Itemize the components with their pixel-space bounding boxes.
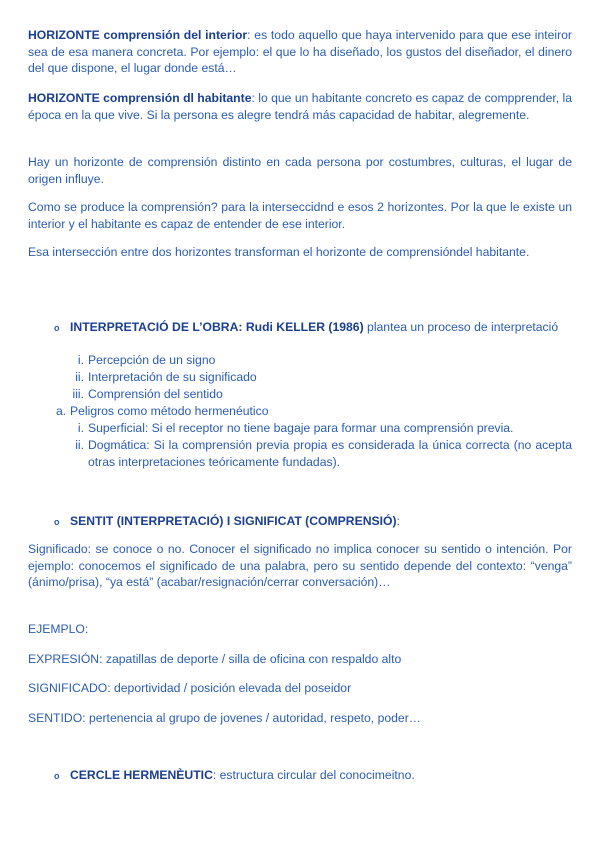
dangers-heading: Peligros como método hermenéutico [70, 404, 269, 418]
step-number: ii. [75, 370, 84, 384]
danger-text: Dogmática: Si la comprensión previa propia es considerada la única correcta (no acepta otras interpretaciones teóricamente fundadas). [88, 438, 572, 469]
example-sentido: SENTIDO: pertenencia al grupo de jovenes / autoridad, respeto, poder… [28, 711, 421, 725]
paragraph-horizonte-habitante [28, 90, 572, 123]
example-expresion: EXPRESIÓN: zapatillas de deporte / silla de oficina con respaldo alto [28, 652, 402, 666]
paragraph-horizonte-distinto: Hay un horizonte de comprensión distinto en cada persona por costumbres, culturas, el lugar de origen influye. [28, 155, 572, 186]
step-number: i. [77, 353, 84, 367]
list-item-cercle [70, 767, 572, 784]
bullet-marker: o [54, 771, 60, 781]
danger-number: ii. [75, 438, 84, 452]
paragraph-interseccion: Esa intersección entre dos horizontes transforman el horizonte de comprensióndel habitante. [28, 245, 530, 259]
bullet-marker: o [54, 517, 60, 527]
heading-cercle: CERCLE HERMENÈUTIC [70, 768, 213, 782]
term-horizonte-interior: HORIZONTE comprensión del interior [28, 28, 248, 42]
paragraph-significado: Significado: se conoce o no. Conocer el significado no implica conocer su sentido o intención. Por ejemplo: conocemos el significado de una palabra, pero su sentido depende del contexto: “venga” (ánimo/prisa), “ya está” (acabar/resignación/cerrar conversación)… [28, 542, 572, 589]
bullet-marker: o [54, 323, 60, 333]
item-text: plantea un proceso de interpretació [363, 320, 559, 334]
list-item-interpretacio [70, 319, 572, 336]
item-text: : [396, 514, 400, 528]
alpha-marker: a. [56, 404, 67, 418]
paragraph-horizonte-interior [28, 27, 572, 77]
danger-text: Superficial: Si el receptor no tiene bagaje para formar una comprensión previa. [88, 421, 514, 435]
step-number: iii. [72, 387, 84, 401]
step-text: Interpretación de su significado [88, 370, 257, 384]
example-significado: SIGNIFICADO: deportividad / posición elevada del poseidor [28, 681, 352, 695]
step-text: Comprensión del sentido [88, 387, 223, 401]
paragraph-comprension: Como se produce la comprensión? para la interseccidnd e esos 2 horizontes. Por la que le existe un interior y el habitante es capaz de entender de ese interior. [28, 200, 572, 231]
definition-text: : lo que un habitante concreto es capaz de compprender, la época en la que vive. Si la persona es alegre tendrá más capacidad de habitar, alegremente. [28, 91, 572, 122]
list-item-sentit [70, 513, 572, 530]
step-text: Percepción de un signo [88, 353, 216, 367]
heading-sentit: SENTIT (INTERPRETACIÓ) I SIGNIFICAT (COMPRENSIÓ) [70, 514, 397, 528]
term-horizonte-habitante: HORIZONTE comprensión dl habitante [28, 91, 252, 105]
definition-text: : es todo aquello que haya intervenido para que ese inteiror sea de esa manera concreta. Por ejemplo: el que lo ha diseñado, los gustos del diseñador, el dinero del que dispone, el lugar donde está… [28, 28, 572, 75]
example-label: EJEMPLO: [28, 622, 89, 636]
item-text: : estructura circular del conocimeitno. [212, 768, 415, 782]
heading-interpretacio: INTERPRETACIÓ DE L’OBRA: Rudi KELLER (1986) [70, 320, 364, 334]
danger-number: i. [77, 421, 84, 435]
